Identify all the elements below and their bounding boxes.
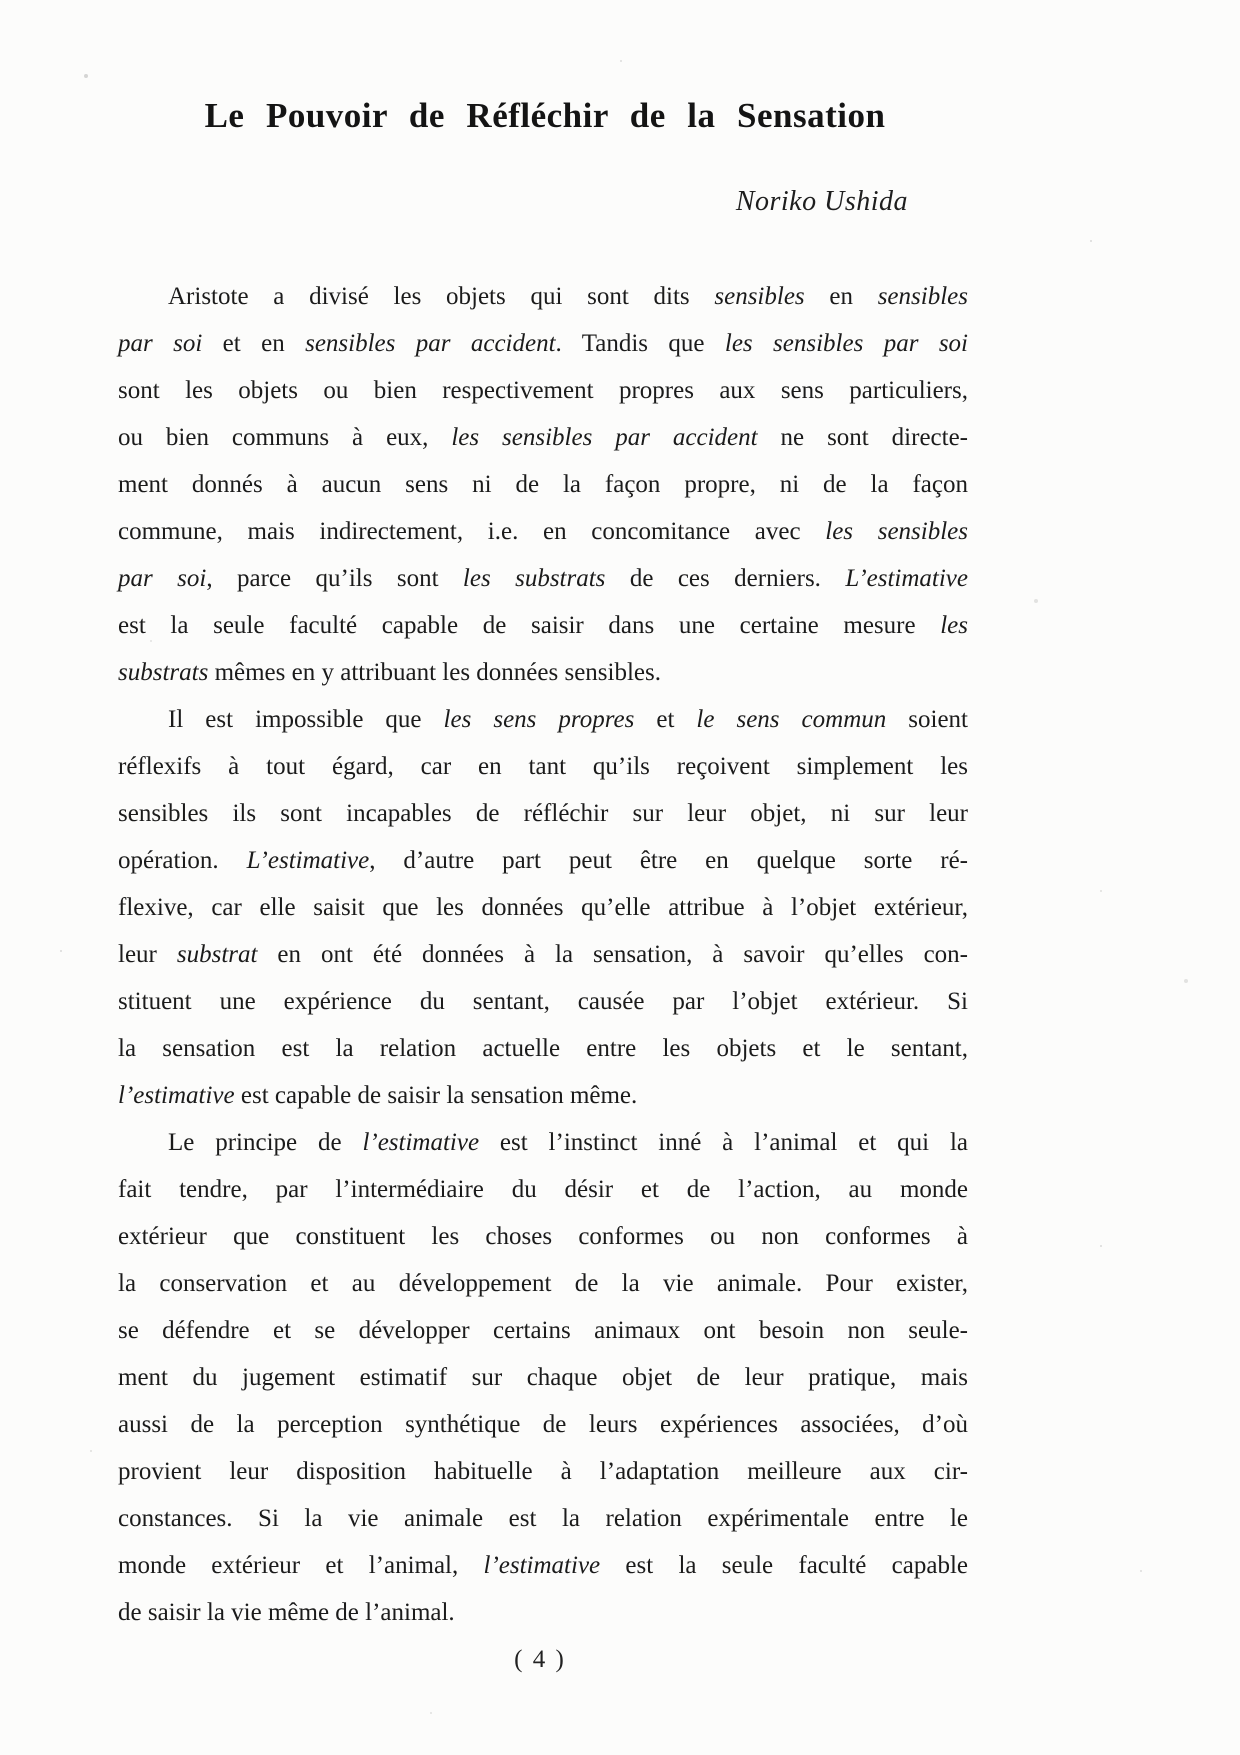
paragraph — [118, 273, 968, 696]
text-line — [118, 1354, 968, 1401]
text-line — [118, 602, 968, 649]
text-run: ou bien communs à eux, — [118, 424, 452, 451]
italic-run: sensibles — [714, 283, 805, 310]
text-line — [118, 1025, 968, 1072]
text-run: Aristote a divisé les objets qui sont dits — [168, 283, 715, 310]
text-run: Il est impossible que — [168, 706, 444, 733]
text-run: est l’instinct inné à l’animal et qui la — [479, 1129, 969, 1156]
text-line — [118, 1401, 968, 1448]
text-run: ne sont directe- — [757, 424, 969, 451]
text-line — [118, 1260, 968, 1307]
text-line — [118, 1589, 968, 1636]
text-run: flexive, car elle saisit que les données qu’elle attribue à l’objet extérieur, — [118, 894, 968, 921]
text-run: ment du jugement estimatif sur chaque objet de leur pratique, mais — [118, 1364, 968, 1391]
text-run: et — [634, 706, 697, 733]
italic-run: les sens propres — [443, 706, 635, 733]
text-run: ment donnés à aucun sens ni de la façon propre, ni de la façon — [118, 471, 968, 498]
text-line — [118, 461, 968, 508]
page-number: ( 4 ) — [514, 1646, 566, 1673]
italic-run: les sensibles par soi — [724, 330, 968, 357]
text-run: fait tendre, par l’intermédiaire du désir et de l’action, au monde — [118, 1176, 968, 1203]
italic-run: les substrats — [462, 565, 606, 592]
italic-run: les — [940, 612, 968, 639]
text-run: constances. Si la vie animale est la relation expérimentale entre le — [118, 1505, 968, 1532]
text-line — [118, 414, 968, 461]
text-run: Le principe de — [168, 1129, 363, 1156]
text-run: provient leur disposition habituelle à l’adaptation meilleure aux cir- — [118, 1458, 968, 1485]
text-run: réflexifs à tout égard, car en tant qu’ils reçoivent simplement les — [118, 753, 968, 780]
text-line — [118, 1448, 968, 1495]
italic-run: par soi — [118, 330, 203, 357]
text-run: soient — [886, 706, 968, 733]
text-line — [118, 508, 968, 555]
italic-run: substrats — [118, 659, 209, 686]
text-run: de ces derniers. — [605, 565, 846, 592]
text-run: de saisir la vie même de l’animal. — [118, 1599, 455, 1626]
text-line — [118, 743, 968, 790]
text-run: et en — [202, 330, 306, 357]
italic-run: le sens commun — [696, 706, 887, 733]
text-run: stituent une expérience du sentant, causée par l’objet extérieur. Si — [118, 988, 968, 1015]
text-line — [118, 1495, 968, 1542]
text-run: est capable de saisir la sensation même. — [234, 1082, 638, 1109]
text-line — [118, 1307, 968, 1354]
text-run: extérieur que constituent les choses conformes ou non conformes à — [118, 1223, 968, 1250]
italic-run: les sensibles par accident — [451, 424, 758, 451]
text-run: sensibles ils sont incapables de réfléchir sur leur objet, ni sur leur — [118, 800, 968, 827]
text-line — [118, 790, 968, 837]
text-line — [118, 884, 968, 931]
text-line — [118, 931, 968, 978]
text-line — [118, 1166, 968, 1213]
text-line — [118, 837, 968, 884]
text-run: la conservation et au développement de la vie animale. Pour exister, — [118, 1270, 968, 1297]
text-run: , parce qu’ils sont — [206, 565, 463, 592]
italic-run: sensibles — [877, 283, 968, 310]
title-row — [0, 96, 1240, 136]
text-run: commune, mais indirectement, i.e. en concomitance avec — [118, 518, 826, 545]
text-line — [118, 1542, 968, 1589]
italic-run: L’estimative — [845, 565, 968, 592]
paragraph — [118, 696, 968, 1119]
text-run: est la seule faculté capable de saisir dans une certaine mesure — [118, 612, 941, 639]
author-row — [736, 186, 908, 218]
text-line — [118, 1213, 968, 1260]
text-run: sont les objets ou bien respectivement propres aux sens particuliers, — [118, 377, 968, 404]
text-run: opération. — [118, 847, 247, 874]
text-run: monde extérieur et l’animal, — [118, 1552, 484, 1579]
page-title: Le Pouvoir de Réfléchir de la Sensation — [204, 96, 886, 135]
text-run: , d’autre part peut être en quelque sorte ré- — [369, 847, 968, 874]
scan-noise — [0, 0, 2, 2]
text-run: aussi de la perception synthétique de leurs expériences associées, d’où — [118, 1411, 968, 1438]
text-line — [118, 696, 968, 743]
text-line — [118, 320, 968, 367]
text-run: leur — [118, 941, 177, 968]
text-line — [118, 1119, 968, 1166]
text-run: en ont été données à la sensation, à savoir qu’elles con- — [257, 941, 968, 968]
italic-run: par soi — [118, 565, 207, 592]
footer-row — [0, 1646, 1240, 1674]
text-run: mêmes en y attribuant les données sensibles. — [208, 659, 661, 686]
text-line — [118, 978, 968, 1025]
text-run: se défendre et se développer certains animaux ont besoin non seule- — [118, 1317, 968, 1344]
text-line — [118, 555, 968, 602]
text-line — [118, 367, 968, 414]
text-run: la sensation est la relation actuelle entre les objets et le sentant, — [118, 1035, 968, 1062]
text-run: est la seule faculté capable — [600, 1552, 968, 1579]
italic-run: L’estimative — [246, 847, 370, 874]
text-run: . Tandis que — [555, 330, 725, 357]
author-name: Noriko Ushida — [735, 186, 908, 217]
document-body — [118, 273, 968, 1636]
text-line — [118, 649, 968, 696]
italic-run: l’estimative — [362, 1129, 480, 1156]
text-line — [118, 273, 968, 320]
text-run: en — [804, 283, 878, 310]
paragraph — [118, 1119, 968, 1636]
italic-run: les sensibles — [825, 518, 968, 545]
italic-run: substrat — [176, 941, 258, 968]
italic-run: sensibles par accident — [305, 330, 556, 357]
text-line — [118, 1072, 968, 1119]
italic-run: l’estimative — [118, 1082, 235, 1109]
italic-run: l’estimative — [483, 1552, 601, 1579]
